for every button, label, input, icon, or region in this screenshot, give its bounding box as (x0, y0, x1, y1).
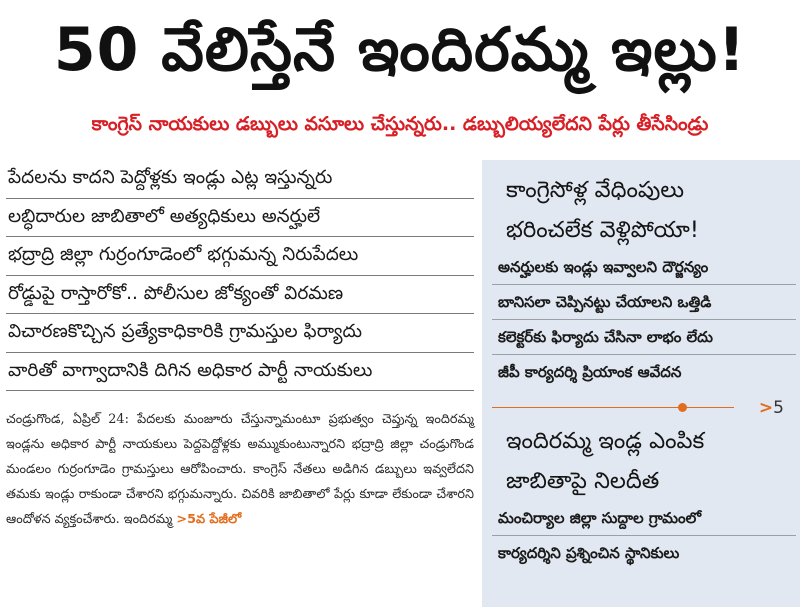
chevron-right-icon: > (758, 398, 774, 418)
divider-line (492, 407, 734, 408)
article-bullet: రోడ్డుపై రాస్తారోకో.. పోలీసుల జోక్యంతో విరమణ (6, 276, 474, 315)
article-body (6, 407, 474, 532)
sidebar-story2-bullet: మంచిర్యాల జిల్లా సుద్దాల గ్రామంలో (492, 501, 796, 536)
sidebar-story1-bullet: కలెక్టర్‌కు ఫిర్యాదు చేసినా లాభం లేదు (492, 320, 796, 355)
continue-reference: >5వ పేజీలో (176, 512, 242, 527)
sidebar-story1-title: భరించలేక వెళ్లిపోయా! (506, 217, 699, 243)
page-reference-number: 5 (773, 398, 784, 418)
sidebar-box (482, 160, 800, 607)
sidebar-story1-bullet: అనర్హులకు ఇండ్లు ఇవ్వాలని దౌర్జన్యం (492, 250, 796, 285)
sidebar-story2-title: ఇందిరమ్మ ఇండ్ల ఎంపిక (506, 428, 705, 454)
sidebar-story2-bullet: కార్యదర్శిని ప్రశ్నించిన స్థానికులు (498, 544, 680, 562)
article-bullet: విచారణకొచ్చిన ప్రత్యేకాధికారికి గ్రామస్తుల ఫిర్యాదు (6, 314, 474, 353)
sidebar-story1-bullet: బానిసలా చెప్పినట్టు చేయాలని ఒత్తిడి (492, 285, 796, 320)
article-body-text: చండ్రుగొండ, ఏప్రిల్ 24: పేదలకు మంజూరు చేస్తున్నామంటూ ప్రభుత్వం చెప్తున్న ఇందిరమ్మ ఇండ్లను అధికార పార్టీ నాయకులు పెద్దపెద్దోళ్లకు అమ్ముకుంటున్నారని భద్రాద్రి జిల్లా చండ్రుగొండ మండలం గుర్రంగూడెం గ్రామస్తులు ఆరోపించారు. కాంగ్రెస్ నేతలు అడిగిన డబ్బులు ఇవ్వలేదని తమకు ఇండ్లు రాకుండా చేశారని భగ్గుమన్నారు. చివరికి జాబితాలో పేర్లు కూడా లేకుండా చేశారని ఆందోళన వ్యక్తంచేశారు. ఇందిరమ్మ (6, 412, 474, 527)
section-divider (492, 395, 790, 421)
article-bullet: భద్రాద్రి జిల్లా గుర్రంగూడెంలో భగ్గుమన్న నిరుపేదలు (6, 237, 474, 276)
divider-dot-icon (678, 403, 687, 412)
main-article (6, 160, 474, 607)
article-bullet: పేదలను కాదని పెద్దోళ్లకు ఇండ్లు ఎట్ల ఇస్తున్నరు (6, 160, 474, 199)
sidebar-story1-bullet: జీపీ కార్యదర్శి ప్రియాంక ఆవేదన (498, 363, 682, 381)
article-bullet: వారితో వాగ్వాదానికి దిగిన అధికార పార్టీ నాయకులు (6, 353, 474, 392)
article-bullet: లబ్ధిదారుల జాబితాలో అత్యధికులు అనర్హులే (6, 199, 474, 238)
headline: 50 వేలిస్తేనే ఇందిరమ్మ ఇల్లు! (53, 15, 747, 85)
sidebar-story2-title: జాబితాపై నిలదీత (506, 468, 660, 494)
page-reference (759, 395, 784, 421)
sidebar-story1-title: కాంగ్రెసోళ్ల వేధింపులు (506, 177, 685, 203)
subheadline: కాంగ్రెస్ నాయకులు డబ్బులు వసూలు చేస్తున్నరు.. డబ్బులియ్యలేదని పేర్లు తీసేసిండ్రు (91, 113, 709, 135)
